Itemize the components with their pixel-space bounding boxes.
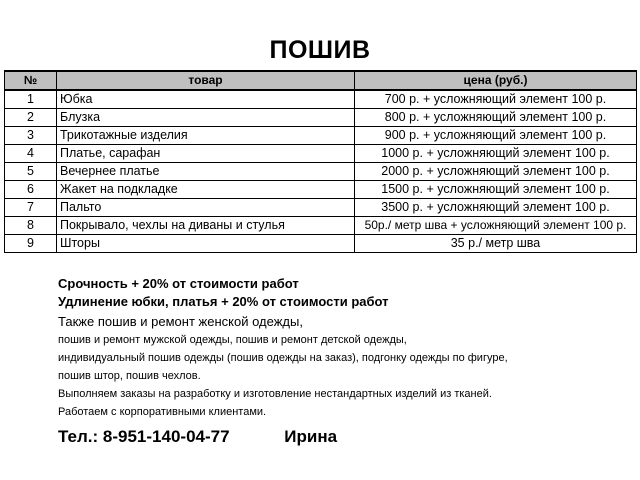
- notes-block: [58, 275, 633, 421]
- row-price: 3500 р. + усложняющий элемент 100 р.: [355, 199, 637, 217]
- service-line: пошив штор, пошив чехлов.: [58, 370, 201, 382]
- table-row: [5, 235, 637, 253]
- row-price: 50р./ метр шва + усложняющий элемент 100 р.: [355, 217, 637, 235]
- service-line: Выполняем заказы на разработку и изготовление нестандартных изделий из тканей.: [58, 388, 492, 400]
- service-line: пошив и ремонт мужской одежды, пошив и ремонт детской одежды,: [58, 334, 407, 346]
- page-title: ПОШИВ: [269, 36, 371, 64]
- row-num: 3: [5, 127, 57, 145]
- service-line: Работаем с корпоративными клиентами.: [58, 406, 267, 418]
- row-item: Жакет на подкладке: [57, 181, 355, 199]
- row-price: 2000 р. + усложняющий элемент 100 р.: [355, 163, 637, 181]
- header-price: цена (руб.): [355, 71, 637, 90]
- row-item: Платье, сарафан: [57, 145, 355, 163]
- phone-number: Тел.: 8-951-140-04-77: [58, 427, 230, 446]
- table-row: [5, 145, 637, 163]
- row-item: Вечернее платье: [57, 163, 355, 181]
- table-row: [5, 217, 637, 235]
- row-num: 7: [5, 199, 57, 217]
- row-num: 6: [5, 181, 57, 199]
- row-num: 9: [5, 235, 57, 253]
- header-item: товар: [57, 71, 355, 90]
- row-num: 2: [5, 109, 57, 127]
- row-item: Блузка: [57, 109, 355, 127]
- table-header-row: [5, 71, 637, 90]
- header-num: №: [5, 71, 57, 90]
- row-price: 700 р. + усложняющий элемент 100 р.: [355, 90, 637, 109]
- row-item: Покрывало, чехлы на диваны и стулья: [57, 217, 355, 235]
- table-row: [5, 109, 637, 127]
- row-price: 800 р. + усложняющий элемент 100 р.: [355, 109, 637, 127]
- price-table: [4, 70, 637, 253]
- table-row: [5, 181, 637, 199]
- row-price: 35 р./ метр шва: [355, 235, 637, 253]
- table-row: [5, 90, 637, 109]
- row-item: Юбка: [57, 90, 355, 109]
- table-row: [5, 199, 637, 217]
- service-line: индивидуальный пошив одежды (пошив одежды на заказ), подгонку одежды по фигуре,: [58, 352, 508, 364]
- table-row: [5, 127, 637, 145]
- row-num: 5: [5, 163, 57, 181]
- table-row: [5, 163, 637, 181]
- row-num: 1: [5, 90, 57, 109]
- row-price: 1500 р. + усложняющий элемент 100 р.: [355, 181, 637, 199]
- also-note: Также пошив и ремонт женской одежды,: [58, 314, 303, 329]
- row-num: 8: [5, 217, 57, 235]
- lengthening-note: Удлинение юбки, платья + 20% от стоимости работ: [58, 294, 389, 309]
- row-price: 900 р. + усложняющий элемент 100 р.: [355, 127, 637, 145]
- urgency-note: Срочность + 20% от стоимости работ: [58, 276, 299, 291]
- row-price: 1000 р. + усложняющий элемент 100 р.: [355, 145, 637, 163]
- row-item: Трикотажные изделия: [57, 127, 355, 145]
- contact-name: Ирина: [284, 427, 338, 446]
- row-num: 4: [5, 145, 57, 163]
- contacts: [58, 427, 337, 447]
- row-item: Пальто: [57, 199, 355, 217]
- row-item: Шторы: [57, 235, 355, 253]
